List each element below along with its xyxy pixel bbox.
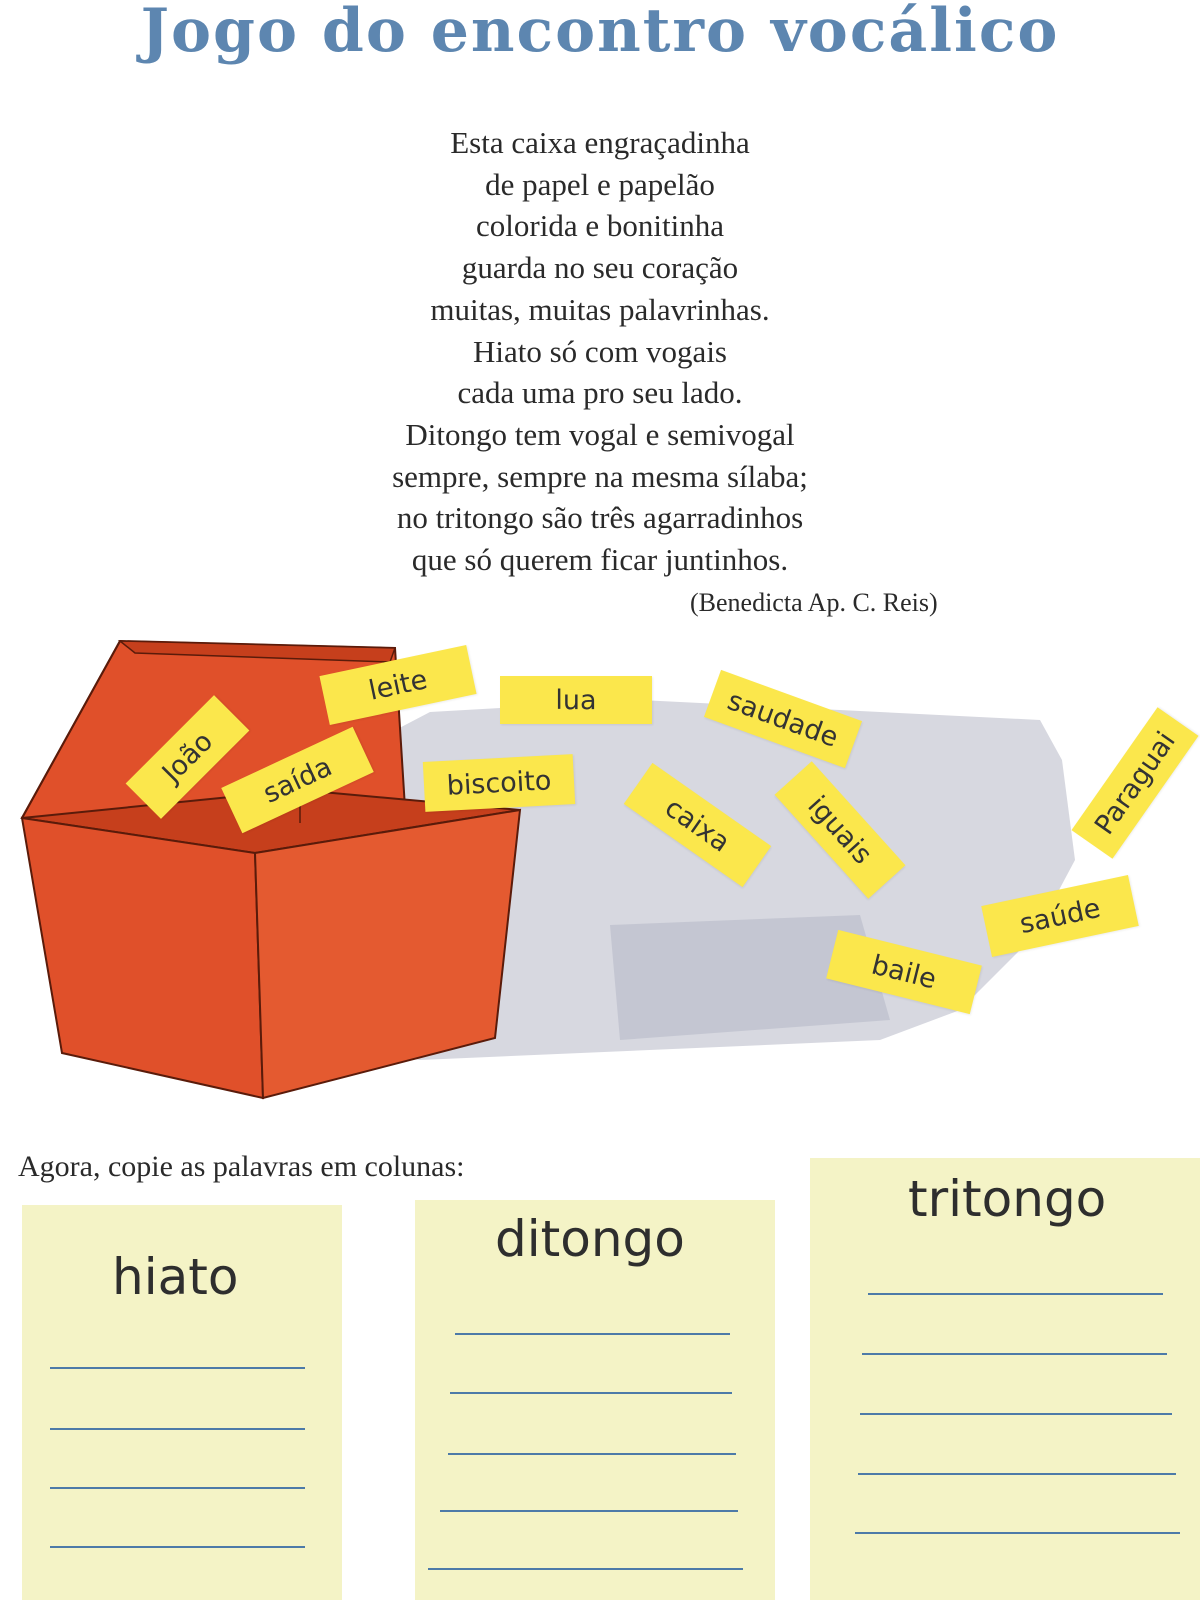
poem-line: no tritongo são três agarradinhos: [396, 500, 804, 536]
word-card[interactable]: saída: [221, 727, 374, 834]
poem-line: Esta caixa engraçadinha: [450, 125, 750, 160]
word-card[interactable]: baile: [826, 930, 982, 1014]
writing-line[interactable]: [860, 1413, 1172, 1415]
writing-line[interactable]: [50, 1367, 305, 1369]
instruction-text: Agora, copie as palavras em colunas:: [18, 1150, 465, 1183]
word-card[interactable]: iguais: [775, 761, 906, 898]
poem-line: Hiato só com vogais: [473, 333, 727, 369]
writing-line[interactable]: [858, 1473, 1176, 1475]
writing-line[interactable]: [50, 1487, 305, 1489]
word-card[interactable]: Paraguai: [1072, 707, 1199, 859]
writing-line[interactable]: [855, 1532, 1180, 1534]
word-card[interactable]: caixa: [624, 763, 771, 887]
word-card[interactable]: leite: [319, 645, 476, 725]
poem-line: de papel e papelão: [485, 166, 715, 202]
writing-line[interactable]: [455, 1333, 730, 1335]
writing-line[interactable]: [50, 1428, 305, 1430]
page-title: Jogo do encontro vocálico: [140, 0, 1060, 66]
writing-line[interactable]: [428, 1568, 743, 1570]
poem-author: (Benedicta Ap. C. Reis): [690, 588, 938, 617]
word-card[interactable]: João: [126, 695, 250, 819]
word-card[interactable]: lua: [500, 676, 652, 724]
writing-line[interactable]: [448, 1453, 736, 1455]
writing-line[interactable]: [440, 1510, 738, 1512]
poem-line: Ditongo tem vogal e semivogal: [405, 416, 795, 452]
poem-line: colorida e bonitinha: [476, 208, 724, 244]
word-card[interactable]: saudade: [704, 670, 862, 768]
poem-line: cada uma pro seu lado.: [457, 375, 743, 411]
column-heading-hiato: hiato: [112, 1248, 239, 1306]
writing-line[interactable]: [450, 1392, 732, 1394]
writing-line[interactable]: [868, 1293, 1163, 1295]
poem-line: guarda no seu coração: [461, 250, 739, 286]
column-heading-tritongo: tritongo: [908, 1170, 1107, 1228]
poem-line: sempre, sempre na mesma sílaba;: [392, 458, 808, 494]
writing-line[interactable]: [50, 1546, 305, 1548]
word-card[interactable]: biscoito: [423, 754, 575, 812]
poem-line: que só querem ficar juntinhos.: [411, 542, 789, 578]
column-heading-ditongo: ditongo: [495, 1210, 685, 1268]
word-card[interactable]: saúde: [981, 875, 1139, 957]
writing-line[interactable]: [862, 1353, 1167, 1355]
poem-line: muitas, muitas palavrinhas.: [430, 291, 770, 327]
